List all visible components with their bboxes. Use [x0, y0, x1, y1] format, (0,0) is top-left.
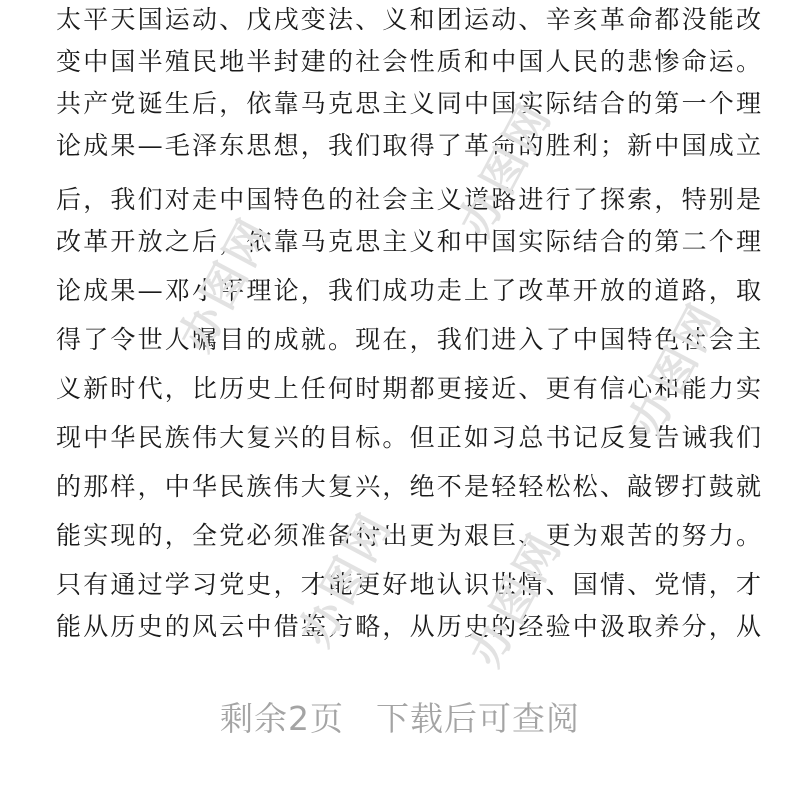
text-line: 得了令世人瞩目的成就。现在，我们进入了中国特色社会主	[56, 325, 764, 354]
text-line: 只有通过学习党史，才能更好地认识世情、国情、党情，才	[56, 570, 764, 599]
watermark: 办图网	[459, 523, 573, 675]
text-line: 改革开放之后，依靠马克思主义和中国实际结合的第二个理	[56, 227, 764, 256]
text-line: 变中国半殖民地半封建的社会性质和中国人民的悲惨命运。	[56, 47, 764, 76]
text-line: 的那样，中华民族伟大复兴，绝不是轻轻松松、敲锣打鼓就	[56, 472, 764, 501]
watermark: 办图网	[619, 293, 733, 445]
watermark: 办图网	[169, 208, 283, 360]
watermark: 办图网	[449, 93, 563, 245]
text-line: 能实现的，全党必须准备付出更为艰巨、更为艰苦的努力。	[56, 521, 764, 550]
text-line: 论成果—邓小平理论，我们成功走上了改革开放的道路，取	[56, 276, 764, 305]
download-prompt[interactable]	[0, 693, 800, 740]
text-line: 论成果—毛泽东思想，我们取得了革命的胜利；新中国成立	[56, 131, 764, 160]
text-line: 后，我们对走中国特色的社会主义道路进行了探索，特别是	[56, 185, 764, 214]
text-line: 共产党诞生后，依靠马克思主义同中国实际结合的第一个理	[56, 89, 764, 118]
text-line: 义新时代，比历史上任何时期都更接近、更有信心和能力实	[56, 374, 764, 403]
text-line: 太平天国运动、戊戌变法、义和团运动、辛亥革命都没能改	[56, 5, 764, 34]
text-line: 现中华民族伟大复兴的目标。但正如习总书记反复告诫我们	[56, 423, 764, 452]
watermark: 办图网	[289, 503, 403, 655]
remaining-pages-label: 剩余2页	[220, 699, 344, 738]
download-hint-label: 下载后可查阅	[376, 699, 580, 738]
text-line: 能从历史的风云中借鉴方略，从历史的经验中汲取养分，从	[56, 612, 764, 641]
